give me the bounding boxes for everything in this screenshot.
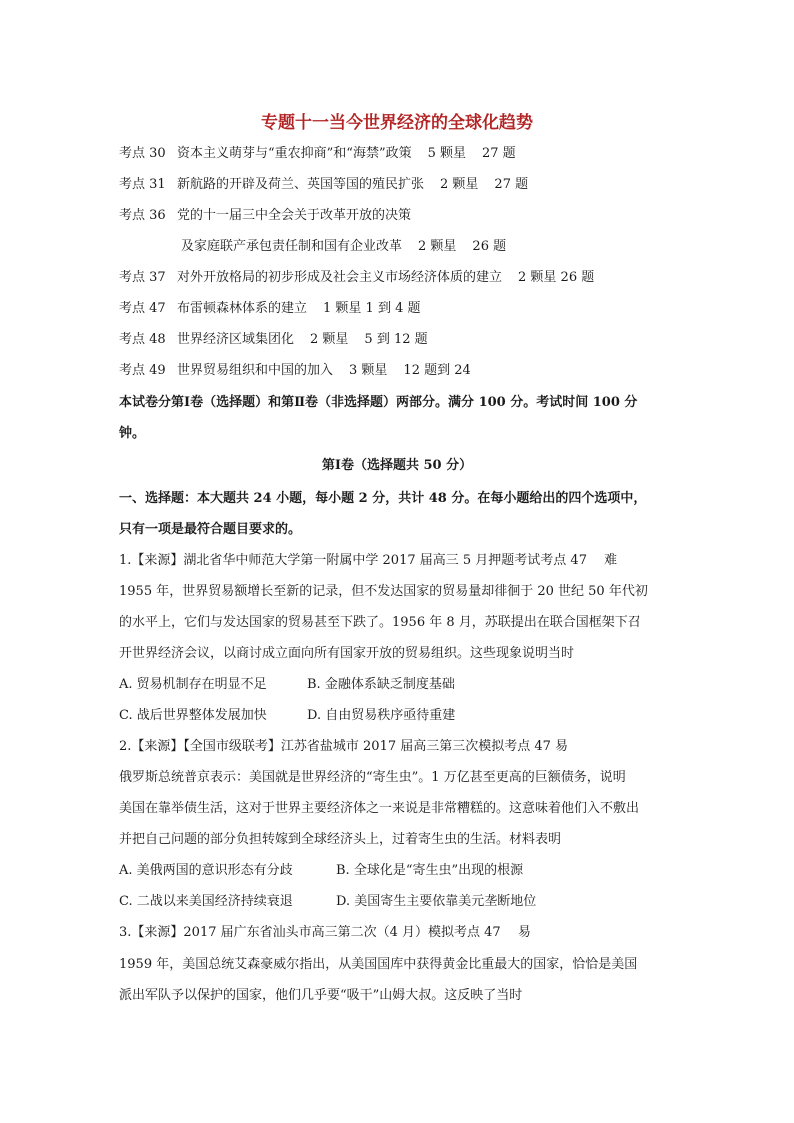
kaodian-questions: 26 题: [472, 239, 507, 254]
option-a: A. 贸易机制存在明显不足: [119, 677, 267, 692]
instructions: 一、选择题：本大题共 24 小题，每小题 2 分，共计 48 分。在每小题给出的四个选项中，: [119, 491, 647, 506]
kaodian-code: 考点 47: [119, 301, 166, 316]
option-c: C. 战后世界整体发展加快: [119, 708, 267, 723]
question-3-source: 3.【来源】2017 届广东省汕头市高三第二次（4 月）模拟考点 47 易: [119, 925, 531, 940]
kaodian-row-continued: [181, 238, 506, 256]
kaodian-code: 考点 31: [119, 177, 166, 192]
kaodian-row: [119, 145, 516, 163]
question-1-options-row: [119, 676, 455, 694]
kaodian-text: 及家庭联产承包责任制和国有企业改革: [181, 239, 403, 254]
option-d: D. 自由贸易秩序亟待重建: [307, 708, 456, 723]
kaodian-code: 考点 49: [119, 363, 166, 378]
kaodian-stars: 3 颗星: [349, 363, 388, 378]
option-c: C. 二战以来美国经济持续衰退: [119, 894, 293, 909]
kaodian-stars: 1 颗星 1 到 4 题: [323, 301, 421, 316]
question-2-stem: 俄罗斯总统普京表示：美国就是世界经济的“寄生虫”。1 万亿甚至更高的巨额债务，说明: [119, 770, 626, 785]
exam-intro: 本试卷分第Ⅰ卷（选择题）和第Ⅱ卷（非选择题）两部分。满分 100 分。考试时间 100 分: [119, 395, 638, 410]
kaodian-row: [119, 331, 428, 349]
option-a: A. 美俄两国的意识形态有分歧: [119, 863, 293, 878]
kaodian-stars: 2 颗星 26 题: [518, 270, 595, 285]
kaodian-row: [119, 269, 610, 287]
question-1-source: 1.【来源】湖北省华中师范大学第一附属中学 2017 届高三 5 月押题考试考点 47 难: [119, 553, 618, 568]
instructions-cont: 只有一项是最符合题目要求的。: [119, 522, 302, 537]
question-2-source: 2.【来源】【全国市级联考】江苏省盐城市 2017 届高三第三次模拟考点 47 易: [119, 739, 569, 754]
kaodian-code: 考点 30: [119, 146, 166, 161]
kaodian-text: 世界经济区域集团化: [177, 332, 295, 347]
question-2-stem: 并把自己问题的部分负担转嫁到全球经济头上，过着寄生虫的生活。材料表明: [119, 832, 562, 847]
kaodian-stars: 5 颗星: [427, 146, 466, 161]
kaodian-stars: 2 颗星: [310, 332, 349, 347]
kaodian-text: 布雷顿森林体系的建立: [177, 301, 308, 316]
exam-intro-cont: 钟。: [119, 426, 146, 441]
question-1-stem: 开世界经济会议，以商讨成立面向所有国家开放的贸易组织。这些现象说明当时: [119, 646, 575, 661]
kaodian-row: [119, 362, 471, 380]
kaodian-questions: 5 到 12 题: [364, 332, 428, 347]
question-2-options-row: [119, 893, 536, 911]
kaodian-code: 考点 37: [119, 270, 166, 285]
kaodian-text: 党的十一届三中全会关于改革开放的决策: [177, 208, 412, 223]
kaodian-questions: 27 题: [494, 177, 529, 192]
section-title: 第Ⅰ卷（选择题共 50 分）: [321, 458, 473, 473]
kaodian-questions: 12 题到 24: [403, 363, 471, 378]
question-1-stem: 1955 年，世界贸易额增长至新的记录，但不发达国家的贸易量却徘徊于 20 世纪 50 年代初: [119, 584, 648, 599]
kaodian-questions: 27 题: [482, 146, 516, 161]
question-3-stem: 派出军队予以保护的国家，他们几乎要“吸干”山姆大叔。这反映了当时: [119, 988, 523, 1003]
question-2-stem: 美国在靠举债生活，这对于世界主要经济体之一来说是非常糟糕的。这意味着他们入不敷出: [119, 801, 640, 816]
kaodian-row: [119, 207, 427, 225]
kaodian-text: 新航路的开辟及荷兰、英国等国的殖民扩张: [177, 177, 425, 192]
kaodian-text: 对外开放格局的初步形成及社会主义市场经济体质的建立: [177, 270, 503, 285]
kaodian-code: 考点 48: [119, 332, 166, 347]
kaodian-code: 考点 36: [119, 208, 166, 223]
question-2-options-row: [119, 862, 523, 880]
kaodian-stars: 2 颗星: [418, 239, 457, 254]
kaodian-row: [119, 176, 528, 194]
question-1-stem: 的水平上，它们与发达国家的贸易甚至下跌了。1956 年 8 月，苏联提出在联合国框架下召: [119, 615, 641, 630]
kaodian-text: 世界贸易组织和中国的加入: [177, 363, 334, 378]
option-b: B. 金融体系缺乏制度基础: [307, 677, 455, 692]
document-title: 专题十一当今世界经济的全球化趋势: [261, 113, 533, 133]
kaodian-stars: 2 颗星: [440, 177, 479, 192]
kaodian-text: 资本主义萌芽与“重农抑商”和“海禁”政策: [177, 146, 412, 161]
question-1-options-row: [119, 707, 455, 725]
option-d: D. 美国寄生主要依靠美元垄断地位: [336, 894, 537, 909]
question-3-stem: 1959 年，美国总统艾森豪威尔指出，从美国国库中获得黄金比重最大的国家，恰恰是美国: [119, 957, 638, 972]
kaodian-row: [119, 300, 437, 318]
option-b: B. 全球化是“寄生虫”出现的根源: [336, 863, 524, 878]
